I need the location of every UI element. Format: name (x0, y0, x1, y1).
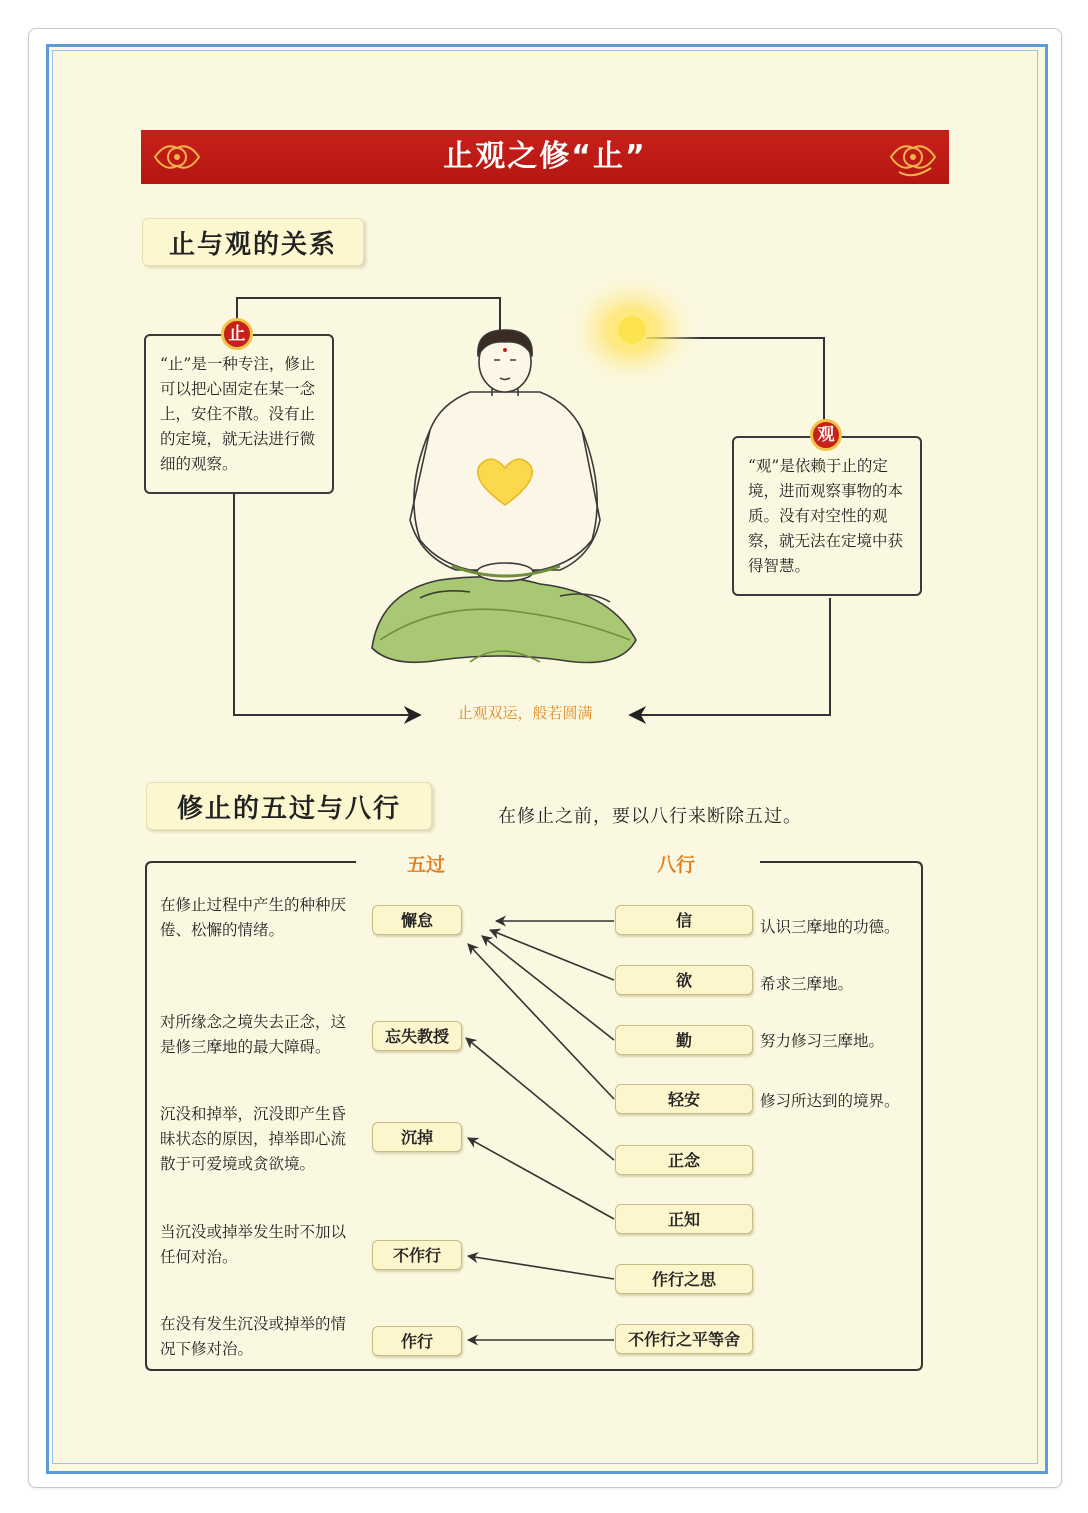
column-head-faults: 五过 (386, 850, 466, 877)
arrow-qingan-laziness (468, 944, 614, 1099)
arrow-zuoxing-nonaction (468, 1256, 614, 1279)
arrow-yu-laziness (490, 930, 614, 980)
arrow-qin-laziness (482, 936, 614, 1040)
page-title: 止观之修“止” (443, 139, 647, 174)
fault-desc: 在修止过程中产生的种种厌倦、松懈的情绪。 (160, 896, 347, 939)
zhi-badge: 止 (221, 318, 253, 350)
remedy-desc: 修习所达到的境界。 (760, 1092, 900, 1110)
column-head-remedies: 八行 (636, 850, 716, 877)
fault-pill-action: 作行 (372, 1326, 462, 1356)
result-caption: 止观双运，般若圆满 (457, 704, 593, 722)
section-heading-relation: 止与观的关系 (142, 218, 364, 266)
fault-desc: 当沉没或掉举发生时不加以任何对治。 (160, 1223, 347, 1266)
remedy-pill-aspiration: 欲 (615, 965, 753, 995)
fault-pill-forgetting: 忘失教授 (372, 1021, 462, 1051)
remedy-desc: 努力修习三摩地。 (760, 1032, 885, 1050)
fault-desc: 对所缘念之境失去正念，这是修三摩地的最大障碍。 (160, 1013, 347, 1056)
section-intro: 在修止之前，要以八行来断除五过。 (498, 806, 802, 827)
remedy-desc: 认识三摩地的功德。 (760, 918, 900, 936)
remedy-pill-awareness: 正知 (615, 1204, 753, 1234)
fault-pill-laziness: 懈怠 (372, 905, 462, 935)
fault-desc: 沉没和掉举，沉没即产生昏昧状态的原因，掉举即心流散于可爱境或贪欲境。 (160, 1105, 347, 1173)
remedy-desc: 希求三摩地。 (760, 975, 854, 993)
remedy-pill-faith: 信 (615, 905, 753, 935)
fault-desc: 在没有发生沉没或掉举的情况下修对治。 (160, 1315, 347, 1358)
arrow-zhengnian-forget (466, 1038, 614, 1160)
guan-badge: 观 (810, 419, 842, 451)
remedy-pill-equanimity: 不作行之平等舍 (615, 1324, 753, 1354)
guan-explanation-text: “观”是依赖于止的定境，进而观察事物的本质。没有对空性的观察，就无法在定境中获得智慧。 (748, 457, 904, 575)
remedy-pill-application: 作行之思 (615, 1264, 753, 1294)
arrow-zhengzhi-sink (468, 1138, 614, 1219)
remedy-pill-effort: 勤 (615, 1025, 753, 1055)
section-heading-faults: 修止的五过与八行 (146, 782, 432, 830)
remedy-pill-pliancy: 轻安 (615, 1084, 753, 1114)
fault-pill-sinking: 沉掉 (372, 1122, 462, 1152)
fault-pill-nonaction: 不作行 (372, 1240, 462, 1270)
zhi-explanation-text: “止”是一种专注，修止可以把心固定在某一念上，安住不散。没有止的定境，就无法进行微细的观察。 (160, 355, 316, 473)
remedy-pill-mindfulness: 正念 (615, 1145, 753, 1175)
